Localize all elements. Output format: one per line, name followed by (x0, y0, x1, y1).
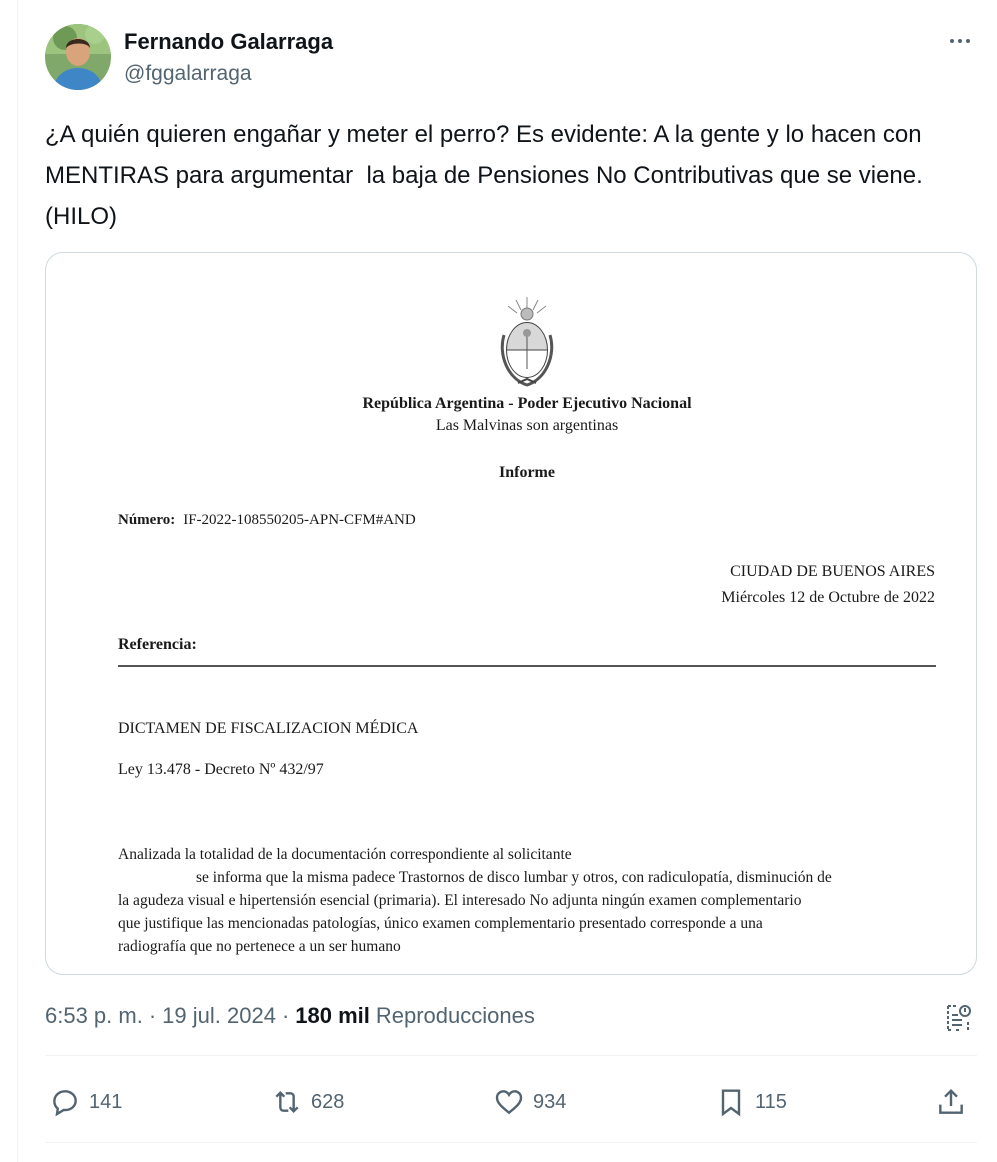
document-kind: Informe (499, 464, 555, 481)
document-body-line: que justifique las mencionadas patologías, único examen complementario presentado corresponde a una (118, 915, 763, 932)
document-body (118, 843, 948, 958)
document-body-line: Analizada la totalidad de la documentación correspondiente al solicitante (118, 846, 572, 863)
document-body-line: radiografía que no pertenece a un ser humano (118, 938, 401, 955)
share-icon (935, 1086, 967, 1118)
document-number-label: Número: (118, 512, 176, 528)
document-title: República Argentina - Poder Ejecutivo Nacional (362, 395, 692, 412)
like-count: 934 (533, 1090, 567, 1113)
document-body-line: la agudeza visual e hipertensión esencial (primaria). El interesado No adjunta ningún examen complementario (118, 892, 802, 909)
tweet-time[interactable]: 6:53 p. m. (45, 1003, 143, 1028)
tweet-meta (45, 1003, 535, 1029)
views-label: Reproducciones (375, 1003, 535, 1028)
bookmark-button[interactable] (715, 1080, 787, 1124)
reply-count: 141 (89, 1090, 123, 1113)
more-icon[interactable] (945, 26, 975, 56)
divider (45, 1055, 977, 1056)
repost-count: 628 (311, 1090, 345, 1113)
document-city: CIUDAD DE BUENOS AIRES (730, 563, 935, 580)
document-body-line: se informa que la misma padece Trastornos de disco lumbar y otros, con radiculopatía, disminución de (196, 869, 832, 886)
meta-separator: · (281, 1003, 290, 1028)
views-count: 180 mil (295, 1003, 370, 1028)
tweet-date[interactable]: 19 jul. 2024 (162, 1003, 276, 1028)
document-date: Miércoles 12 de Octubre de 2022 (721, 589, 935, 606)
tweet-text: ¿A quién quieren engañar y meter el perro? Es evidente: A la gente y lo hacen con MENTIRAS para argumentar la baja de Pensiones No Contributivas que se viene. (HILO) (45, 121, 937, 230)
avatar[interactable] (45, 24, 111, 90)
document-number-value: IF-2022-108550205-APN-CFM#AND (183, 512, 416, 528)
document-scan (46, 253, 977, 975)
author-handle[interactable]: @fggalarraga (124, 62, 252, 85)
action-bar (45, 1080, 977, 1124)
bookmark-icon (715, 1086, 747, 1118)
meta-separator: · (148, 1003, 157, 1028)
reply-icon (49, 1086, 81, 1118)
document-reference-label: Referencia: (118, 636, 197, 653)
document-heading: DICTAMEN DE FISCALIZACION MÉDICA (118, 720, 419, 737)
document-divider (118, 665, 936, 667)
author-name[interactable]: Fernando Galarraga (124, 29, 334, 54)
timeline-border (17, 0, 18, 1162)
share-button[interactable] (935, 1080, 975, 1124)
tweet-header (45, 24, 977, 94)
analytics-icon[interactable] (942, 1002, 974, 1034)
repost-button[interactable] (271, 1080, 344, 1124)
heart-icon (493, 1086, 525, 1118)
bookmark-count: 115 (755, 1090, 787, 1113)
repost-icon (271, 1086, 303, 1118)
document-subtitle: Las Malvinas son argentinas (435, 417, 619, 434)
reply-button[interactable] (49, 1080, 122, 1124)
like-button[interactable] (493, 1080, 566, 1124)
document-law: Ley 13.478 - Decreto Nº 432/97 (118, 761, 324, 778)
document-number (118, 512, 416, 529)
divider (45, 1142, 977, 1143)
media-image[interactable] (45, 252, 977, 975)
coat-of-arms-icon (496, 295, 558, 390)
